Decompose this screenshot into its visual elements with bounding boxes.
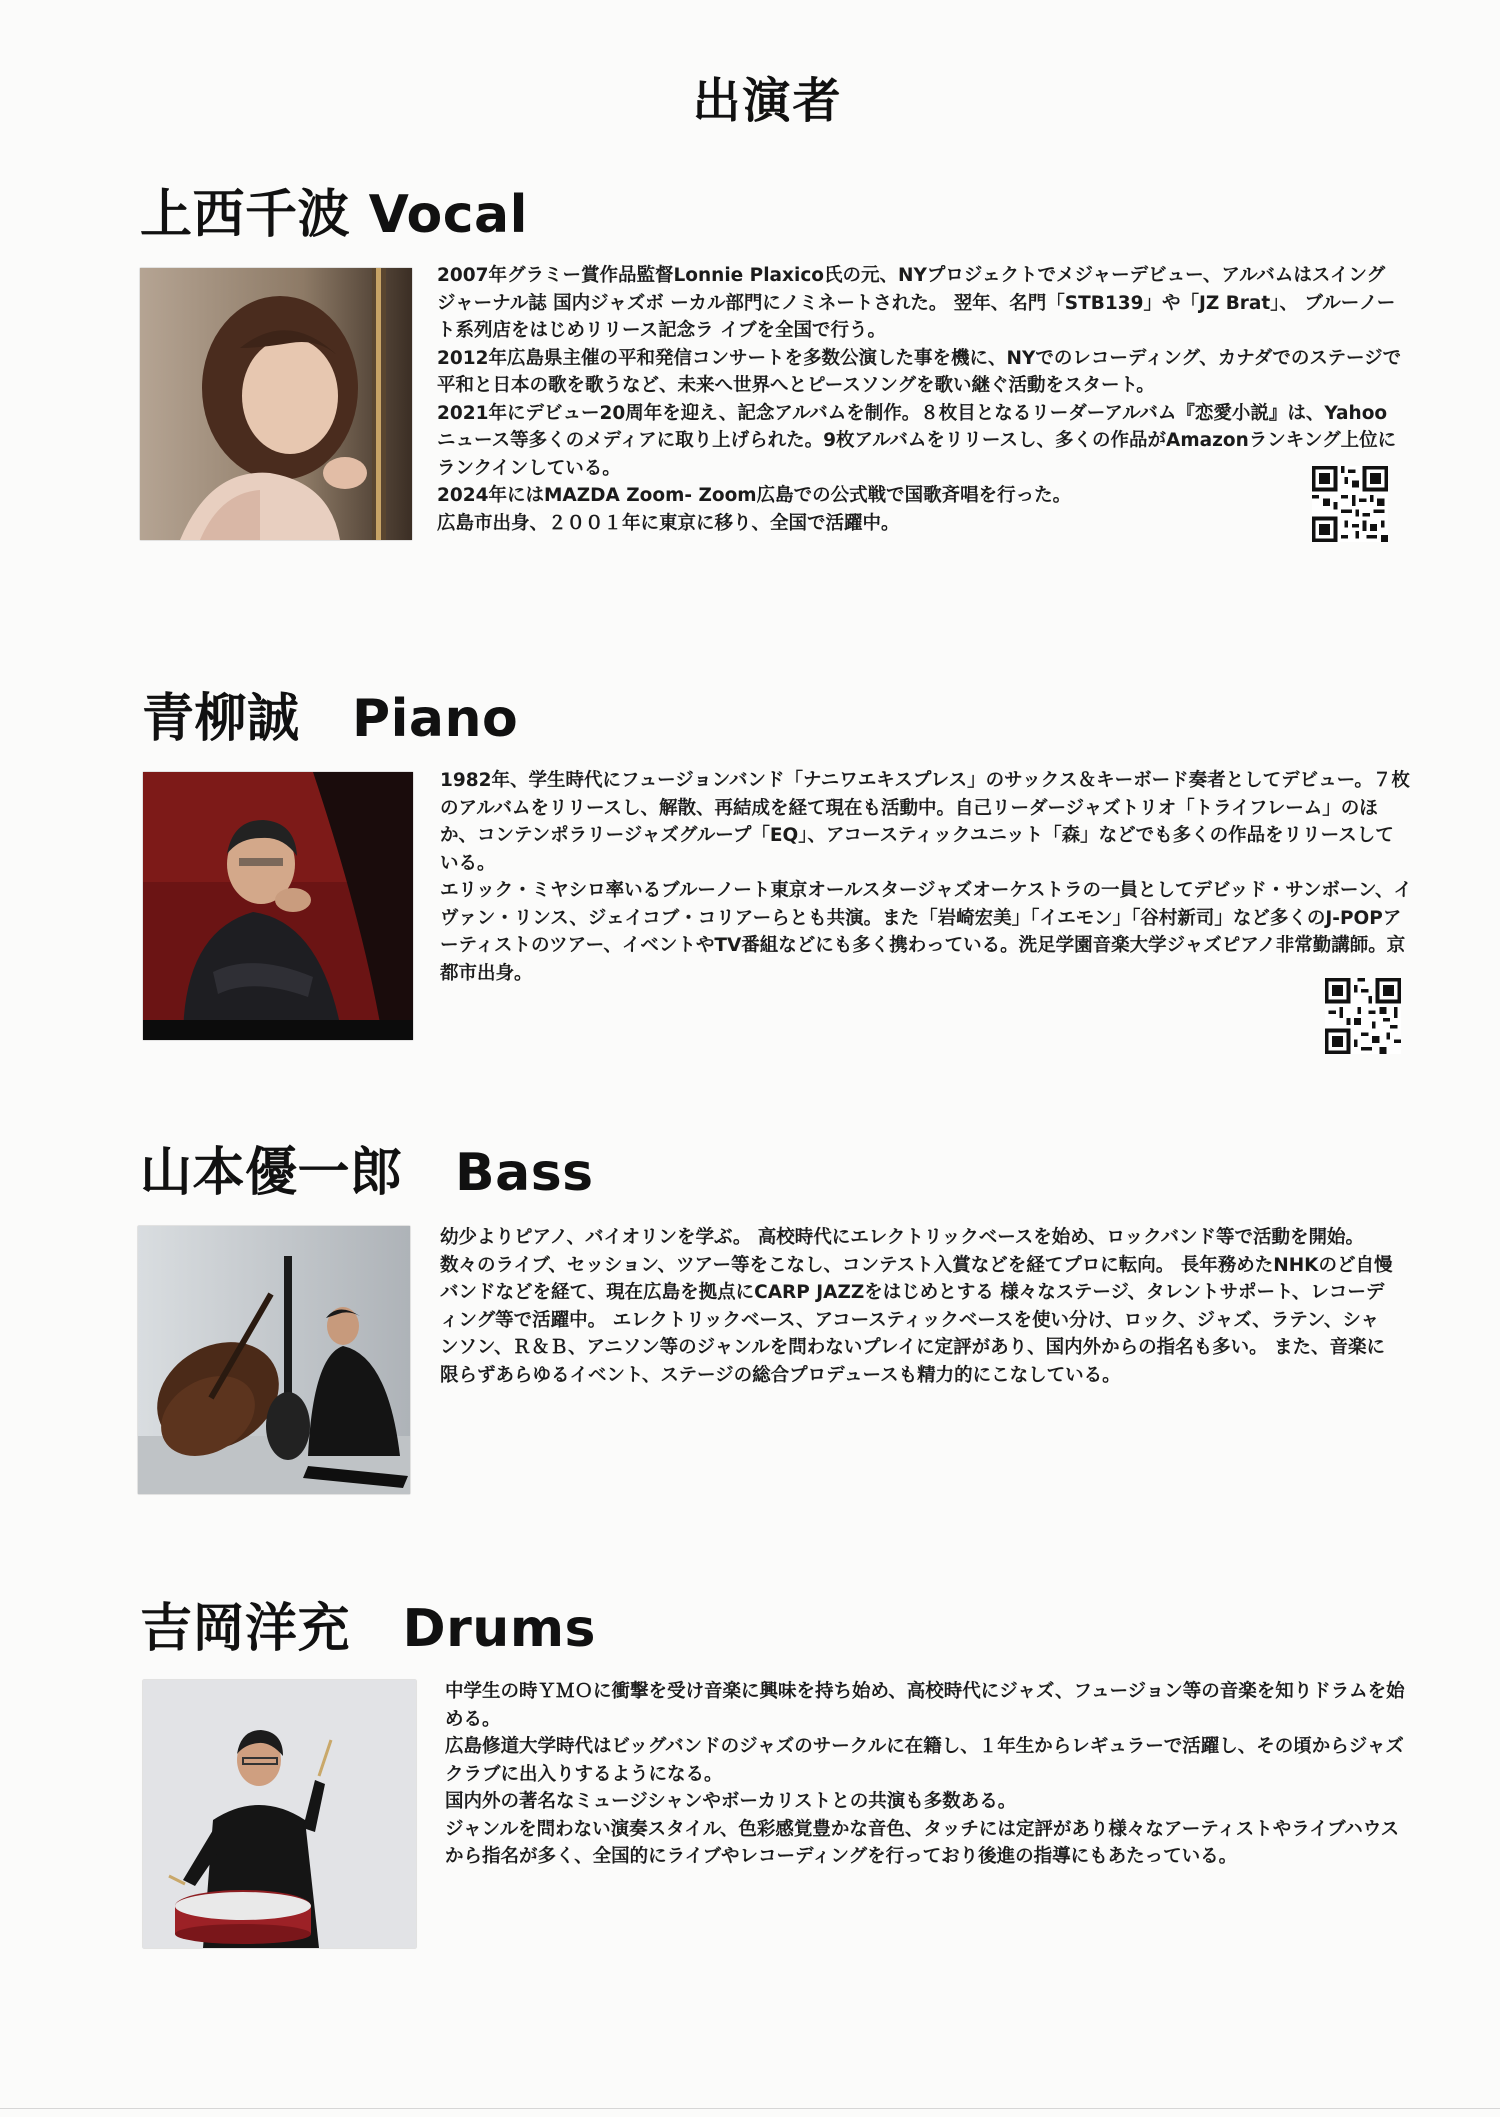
performer-name: 山本優一郎 Bass xyxy=(140,1143,594,1203)
bio-paragraph: 2012年広島県主催の平和発信コンサートを多数公演した事を機に、NYでのレコーディング、カナダでのステージで平和と日本の歌を歌うなど、未来へ世界へとピースソングを歌い継ぐ活動をスタート。 xyxy=(437,347,1402,396)
bassist-photo xyxy=(138,1226,410,1494)
performer-name: 青柳誠 Piano xyxy=(142,689,519,749)
bio-paragraph: 2021年にデビュー20周年を迎え、記念アルバムを制作。８枚目となるリーダーアルバム『恋愛小説』は、Yahooニュース等多くのメディアに取り上げられた。9枚アルバムをリリースし、多くの作品がAmazonランキング上位にランクインしている。 xyxy=(437,402,1397,479)
page-edge-line xyxy=(0,2108,1500,2109)
bio-paragraph: 幼少よりピアノ、バイオリンを学ぶ。 高校時代にエレクトリックベースを始め、ロックバンド等で活動を開始。 数々のライブ、セッション、ツアー等をこなし、コンテスト入賞などを経てプロに転向。 長年務めたNHKのど自慢バンドなどを経て、現在広島を拠点にCARP JAZZをはじめとする 様々なステージ、タレントサポート、レコーディング等で活躍中。 エレクトリックベース、アコースティックベースを使い分け、ロック、ジャズ、ラテン、シャンソン、Ｒ＆Ｂ、アニソン等のジャンルを問わないプレイに定評があり、国内外からの指名も多い。 また、音楽に限らずあらゆるイベント、ステージの総合プロデュースも精力的にこなしている。 xyxy=(440,1227,1393,1386)
bio-paragraph: 広島修道大学時代はビッグバンドのジャズのサークルに在籍し、１年生からレギュラーで活躍し、その頃からジャズクラブに出入りするようになる。 xyxy=(445,1736,1404,1785)
drummer-photo xyxy=(143,1680,416,1948)
vocalist-photo xyxy=(140,268,412,540)
performer-name: 上西千波 Vocal xyxy=(140,185,528,245)
bio-paragraph: 2024年にはMAZDA Zoom- Zoom広島での公式戦で国歌斉唱を行った。 xyxy=(437,485,1072,506)
bio-paragraph: ジャンルを問わない演奏スタイル、色彩感覚豊かな音色、タッチには定評があり様々なアーティストやライブハウスから指名が多く、全国的にライブやレコーディングを行っており後進の指導にもあたっている。 xyxy=(445,1818,1400,1867)
bio-paragraph: エリック・ミヤシロ率いるブルーノート東京オールスタージャズオーケストラの一員としてデビッド・サンボーン、イヴァン・リンス、ジェイコブ・コリアーらとも共演。また「岩崎宏美」「イエモン」「谷村新司」など多くのJ-POPアーティストのツアー、イベントやTV番組などにも多く携わっている。洗足学園音楽大学ジャズピアノ非常勤講師。京都市出身。 xyxy=(440,880,1412,984)
bio-paragraph: 広島市出身、２００１年に東京に移り、全国で活躍中。 xyxy=(437,512,900,534)
page-title: 出演者 xyxy=(692,73,843,129)
pianist-photo xyxy=(143,772,413,1040)
performer-bio xyxy=(445,1678,1407,1871)
performer-bio xyxy=(437,262,1402,537)
qr-code-icon[interactable] xyxy=(1325,978,1401,1054)
performer-bio xyxy=(440,1224,1395,1389)
performer-name: 吉岡洋充 Drums xyxy=(140,1599,596,1659)
bio-paragraph: 国内外の著名なミュージシャンやボーカリストとの共演も多数ある。 xyxy=(445,1791,1017,1812)
qr-code-icon[interactable] xyxy=(1312,466,1388,542)
bio-paragraph: 2007年グラミー賞作品監督Lonnie Plaxico氏の元、NYプロジェクトでメジャーデビュー、アルバムはスイングジャーナル誌 国内ジャズボ ーカル部門にノミネートされた。 翌年、名門「STB139」や「JZ Brat」、 ブルーノート系列店をはじめリリース記念ラ イブを全国で行う。 xyxy=(437,265,1396,341)
performer-bio xyxy=(440,767,1412,987)
bio-paragraph: 中学生の時ＹＭＯに衝撃を受け音楽に興味を持ち始め、高校時代にジャズ、フュージョン等の音楽を知りドラムを始める。 xyxy=(445,1681,1405,1730)
bio-paragraph: 1982年、学生時代にフュージョンバンド「ナニワエキスプレス」のサックス＆キーボード奏者としてデビュー。７枚のアルバムをリリースし、解散、再結成を経て現在も活動中。自己リーダージャズトリオ「トライフレーム」のほか、コンテンポラリージャズグループ「EQ」、アコースティックユニット「森」などでも多くの作品をリリースしている。 xyxy=(440,770,1410,874)
